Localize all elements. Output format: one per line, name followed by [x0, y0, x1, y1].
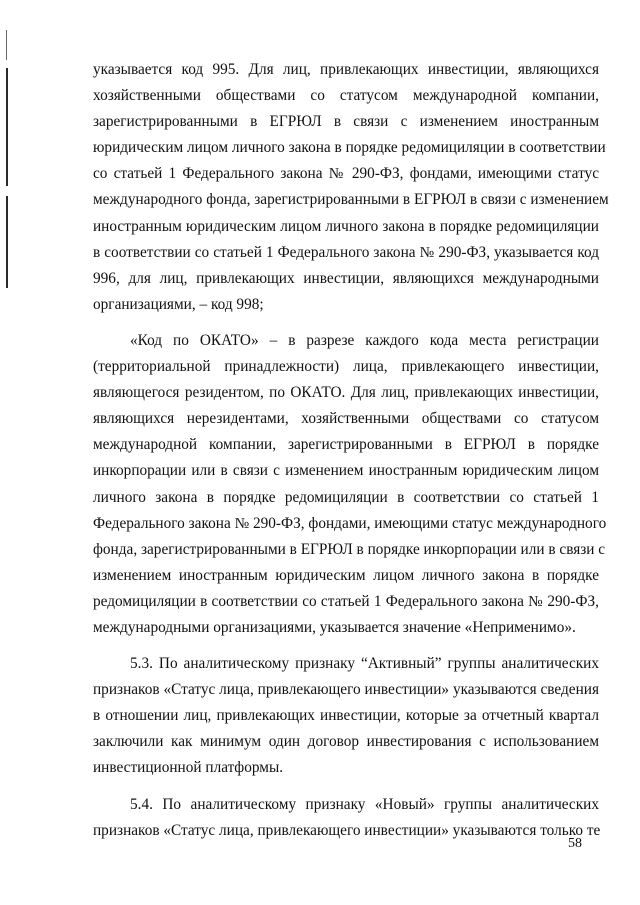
scan-edge-mark: [6, 68, 8, 186]
text-line: «Код по ОКАТО» – в разрезе каждого кода места регистрации: [130, 331, 599, 349]
document-body: [93, 57, 609, 844]
text-line: указывается код 995. Для лиц, привлекающих инвестиции, являющихся: [93, 61, 599, 78]
text-line: фонда, зарегистрированными в ЕГРЮЛ в порядке инкорпорации или в связи с: [93, 540, 606, 558]
text-line: в соответствии со статьей 1 Федерального закона № 290-ФЗ, указывается код: [93, 243, 599, 261]
text-line: инкорпорации или в связи с изменением иностранным юридическим лицом: [93, 462, 599, 480]
page-number: 58: [568, 836, 582, 851]
paragraph-gap: [93, 641, 599, 651]
text-line: редомициляции в соответствии со статьей 1 Федерального закона № 290-ФЗ,: [93, 592, 599, 610]
text-line: (территориальной принадлежности) лица, привлекающего инвестиции,: [93, 358, 599, 376]
text-line: 5.4. По аналитическому признаку «Новый» группы аналитических: [130, 795, 599, 813]
scan-edge-mark: [6, 196, 8, 288]
paragraph-gap: [93, 782, 599, 792]
text-line: 5.3. По аналитическому признаку “Активный” группы аналитических: [130, 655, 599, 673]
paragraph-section-5-4: [93, 792, 599, 844]
text-line: являющегося резидентом, по ОКАТО. Для лиц, привлекающих инвестиции,: [93, 384, 599, 402]
text-line: юридическим лицом личного закона в порядке редомициляции в соответствии: [93, 139, 606, 157]
text-line: инвестиционной платформы.: [93, 759, 284, 777]
text-line: хозяйственными обществами со статусом международной компании,: [93, 87, 599, 105]
text-line: признаков «Статус лица, привлекающего инвестиции» указываются только те: [93, 821, 601, 839]
text-line: международной компании, зарегистрированными в ЕГРЮЛ в порядке: [93, 436, 599, 454]
text-line: со статьей 1 Федерального закона № 290-ФЗ, фондами, имеющими статус: [93, 165, 599, 183]
text-line: признаков «Статус лица, привлекающего инвестиции» указываются сведения: [93, 681, 599, 699]
scan-edge-mark: [6, 30, 7, 60]
text-line: являющихся нерезидентами, хозяйственными обществами со статусом: [93, 410, 599, 428]
paragraph-okato-code: [93, 328, 607, 641]
text-line: Федерального закона № 290-ФЗ, фондами, имеющими статус международного: [93, 514, 607, 532]
paragraph-continuation: [93, 57, 609, 318]
text-line: международного фонда, зарегистрированными в ЕГРЮЛ в связи с изменением: [93, 191, 609, 209]
text-line: международными организациями, указывается значение «Неприменимо».: [93, 618, 576, 636]
text-line: изменением иностранным юридическим лицом личного закона в порядке: [93, 566, 599, 584]
text-line: заключили как минимум один договор инвестирования с использованием: [93, 733, 599, 751]
text-line: в отношении лиц, привлекающих инвестиции, которые за отчетный квартал: [93, 707, 599, 725]
text-line: зарегистрированными в ЕГРЮЛ в связи с изменением иностранным: [93, 113, 599, 131]
paragraph-gap: [93, 318, 599, 328]
text-line: личного закона в порядке редомициляции в соответствии со статьей 1: [93, 488, 599, 506]
text-line: организациями, – код 998;: [93, 295, 264, 313]
text-line: 996, для лиц, привлекающих инвестиции, являющихся международными: [93, 269, 599, 287]
text-line: иностранным юридическим лицом личного закона в порядке редомициляции: [93, 217, 599, 235]
paragraph-section-5-3: [93, 651, 599, 781]
